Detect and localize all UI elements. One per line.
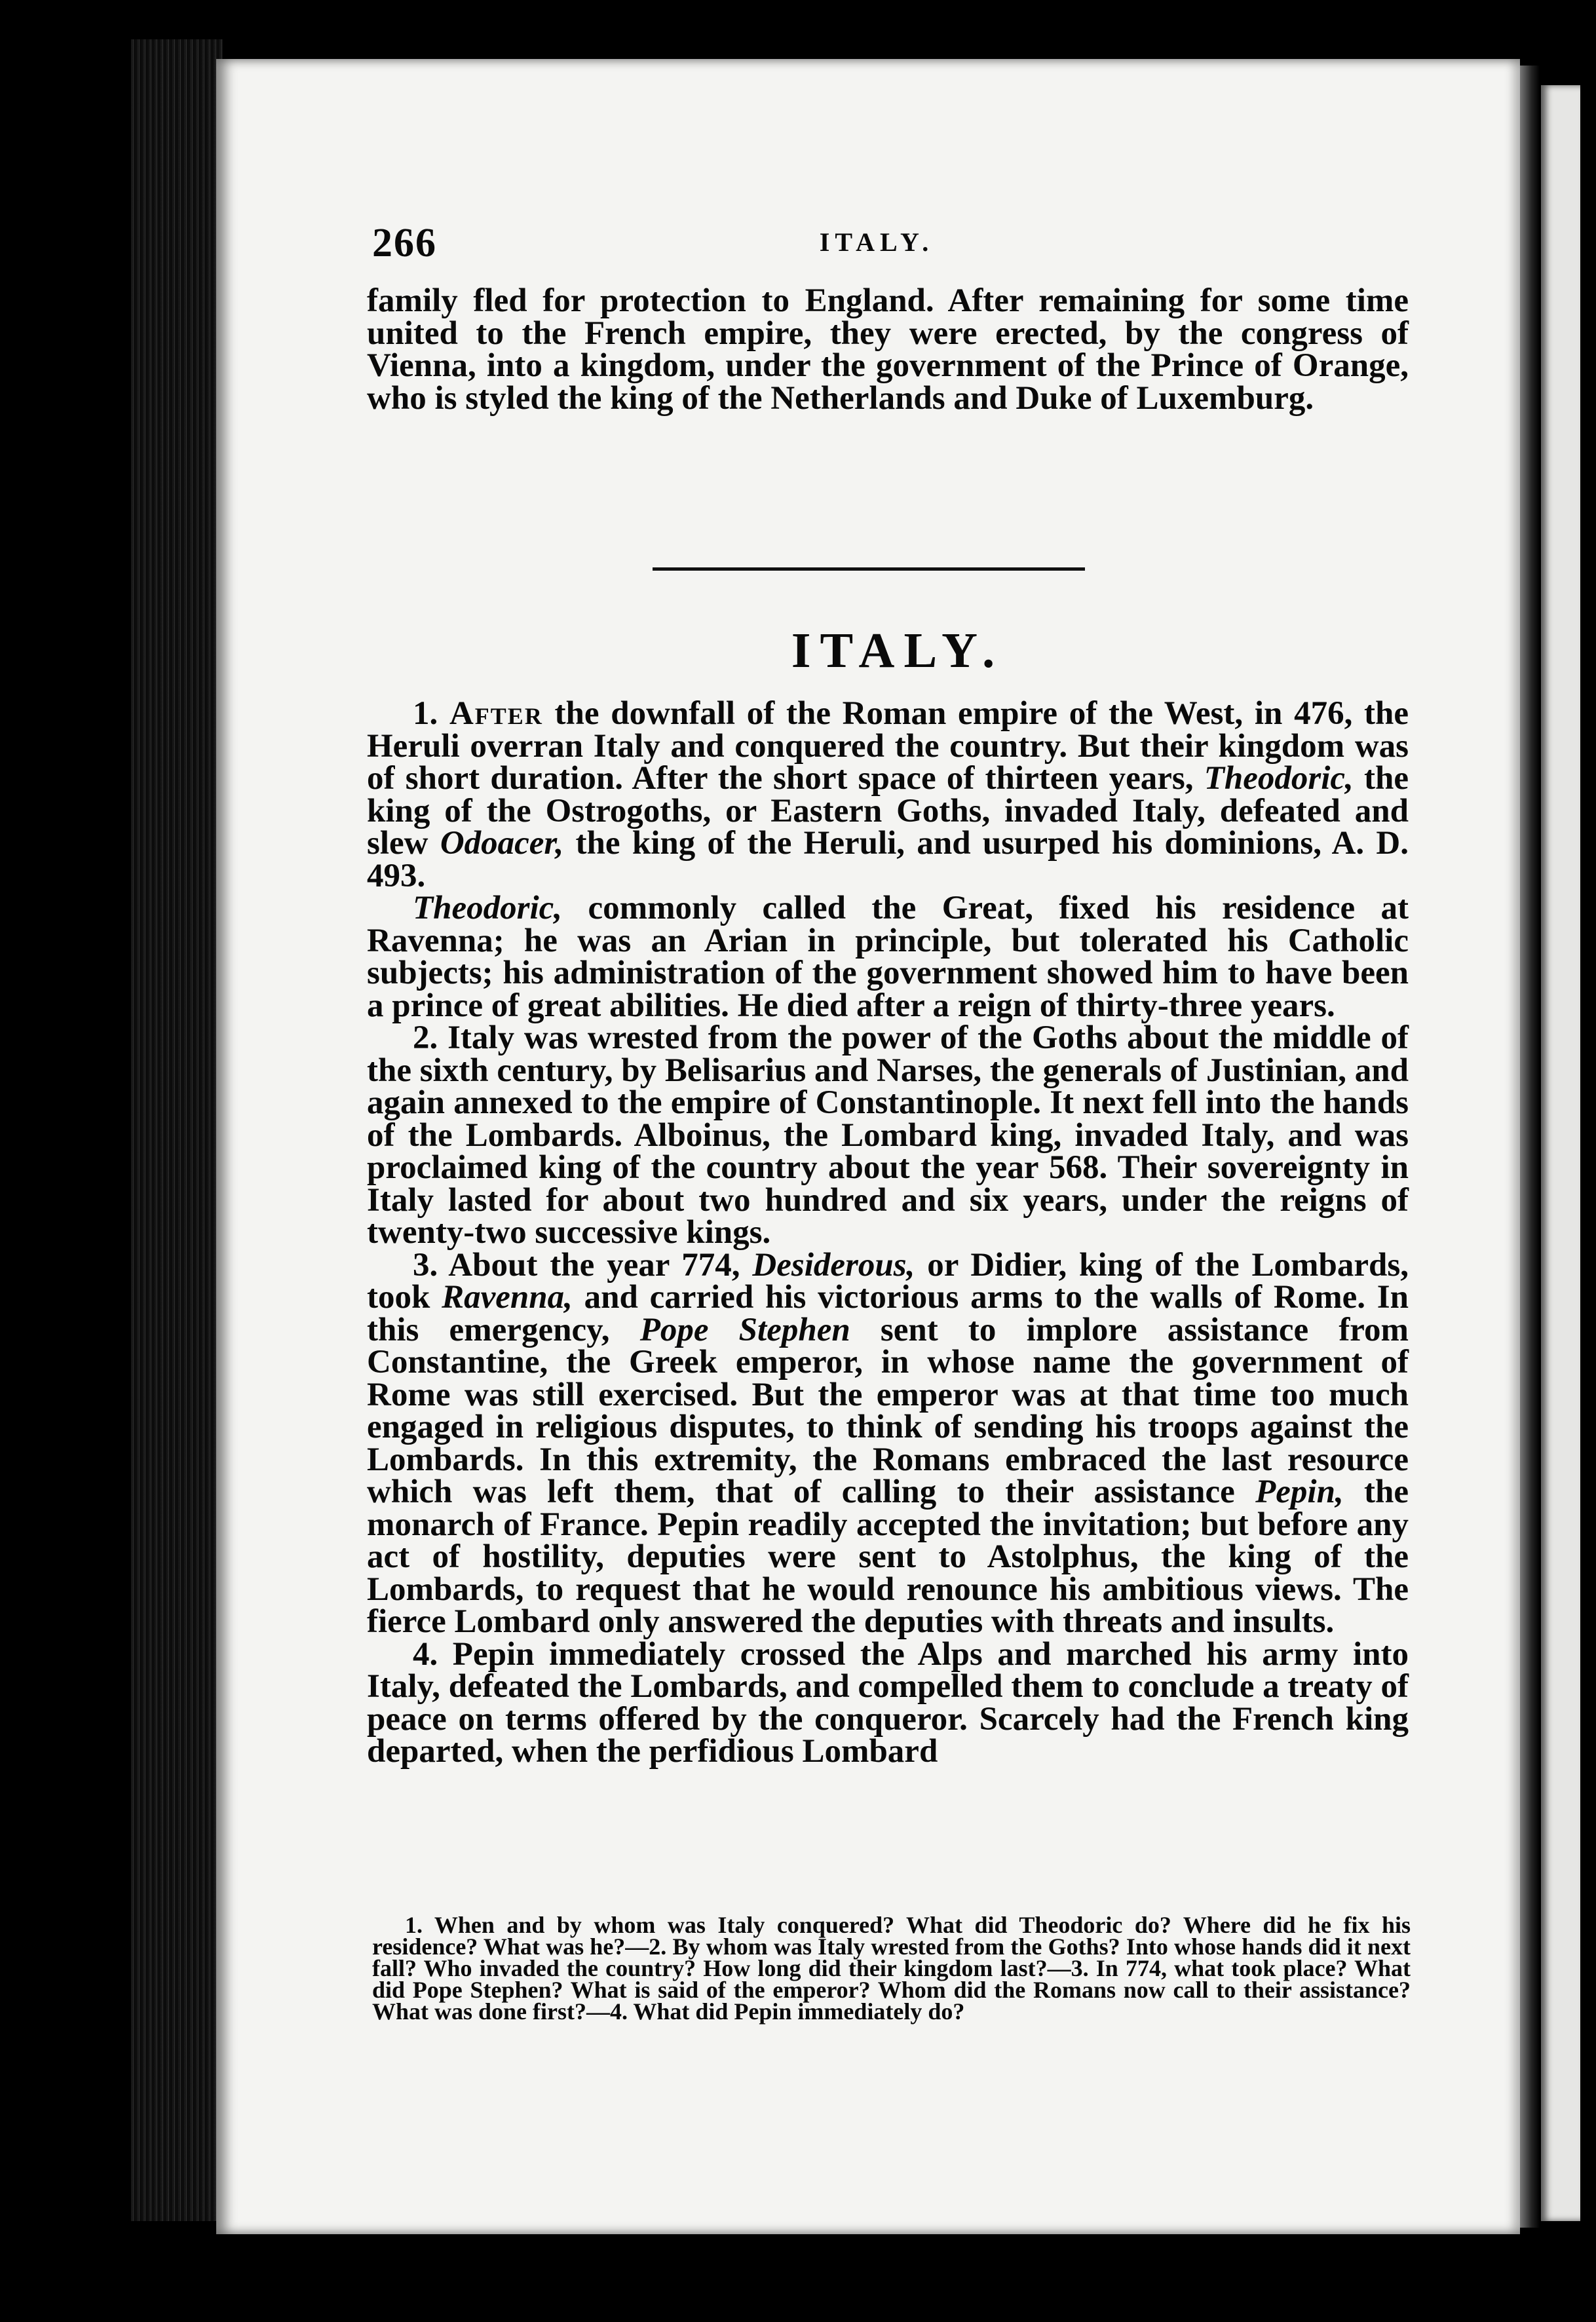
- paragraph-3: [367, 1246, 1409, 1640]
- running-head: ITALY.: [819, 227, 934, 257]
- paragraph-1b-text: commonly called the Great, fixed his residence at Ravenna; he was an Arian in principle, but tolerated his Catholic subjects; his administration of the government showed him to have been a prince of great abilities. He died after a reign of thirty-three years.: [367, 890, 1409, 1024]
- paragraph-4: 4. Pepin immediately crossed the Alps and marched his army into Italy, defeated the Lombards, and compelled them to conclude a treaty of peace on terms offered by the conqueror. Scarcely had the French king departed, when the perfidious Lombard: [367, 1635, 1409, 1770]
- paragraph-3-text-e: the monarch of France. Pepin readily accepted the invitation; but before any act of hostility, deputies were sent to Astolphus, the king of the Lombards, to request that he would renounce his ambitious views. The fierce Lombard only answered the deputies with threats and insults.: [367, 1474, 1409, 1640]
- paragraph-3-text-a: 3. About the year 774,: [413, 1246, 753, 1284]
- book-page: [216, 59, 1520, 2234]
- paragraph-1-text-c: the king of the Heruli, and usurped his dominions, A. D. 493.: [367, 825, 1409, 894]
- name-pope-stephen: Pope Stephen: [639, 1311, 850, 1348]
- facing-page-edge: [1541, 85, 1580, 2221]
- section-title: ITALY.: [791, 623, 1004, 678]
- book-page-stack: [0, 0, 223, 2322]
- name-ravenna: Ravenna,: [442, 1279, 573, 1316]
- paragraph-3-text-c: and carried his victorious arms to the walls of Rome. In this emergency,: [367, 1279, 1409, 1348]
- page-number: 266: [372, 221, 437, 265]
- paragraph-3-text-d: sent to implore assistance from Constantine, the Greek emperor, in whose name the government of Rome was still exercised. But the emperor was at that time too much engaged in religious disputes, to think of sending his troops against the Lombards. In this extremity, the Romans embraced the last resource which was left them, that of calling to their assistance: [367, 1311, 1409, 1510]
- paragraph-2: 2. Italy was wrested from the power of the Goths about the middle of the sixth century, by Belisarius and Narses, the generals of Justinian, and again annexed to the empire of Constantinople. It next fell into the hands of the Lombards. Alboinus, the Lombard king, invaded Italy, and was proclaimed king of the country about the year 568. Their sovereignty in Italy lasted for about two hundred and six years, under the reigns of twenty-two successive kings.: [367, 1019, 1409, 1251]
- lead-in: After: [449, 695, 543, 732]
- paragraph-3-text-b: or Didier, king of the Lombards, took: [367, 1246, 1409, 1316]
- name-pepin: Pepin,: [1255, 1474, 1344, 1510]
- paragraph-1: [367, 695, 1409, 894]
- paragraph-1-text-b: the king of the Ostrogoths, or Eastern Goths, invaded Italy, defeated and slew: [367, 760, 1409, 862]
- paragraph-1b: [367, 892, 1409, 1022]
- paragraph-number: 1.: [413, 695, 438, 732]
- name-theodoric: Theodoric,: [413, 890, 563, 926]
- study-questions: [372, 1914, 1411, 2023]
- footnote-text: 1. When and by whom was Italy conquered? What did Theodoric do? Where did he fix his residence? What was he?—2. By whom was Italy wrested from the Goths? Into whose hands did it next fall? Who invaded the country? How long did their kingdom last?—3. In 774, what took place? What did Pope Stephen? What is said of the emperor? Whom did the Romans now call to their assistance? What was done first?—4. What did Pepin immediately do?: [372, 1912, 1411, 2025]
- paragraph-1-text-a: the downfall of the Roman empire of the West, in 476, the Heruli overran Italy and conquered the country. But their kingdom was of short duration. After the short space of thirteen years,: [367, 695, 1409, 797]
- name-odoacer: Odoacer,: [440, 825, 564, 862]
- name-theodoric: Theodoric,: [1204, 760, 1354, 797]
- intro-paragraph: family fled for protection to England. After remaining for some time united to the French empire, they were erected, by the congress of Vienna, into a kingdom, under the government of the Prince of Orange, who is styled the king of the Netherlands and Duke of Luxemburg.: [367, 282, 1409, 417]
- page-edges: [131, 39, 223, 2221]
- intro-text: [367, 282, 1409, 417]
- section-divider: [653, 567, 1085, 571]
- name-desiderous: Desiderous,: [752, 1246, 915, 1284]
- page-header: [372, 220, 1381, 266]
- main-text: [367, 695, 1409, 1770]
- page-gutter: [1520, 66, 1540, 2228]
